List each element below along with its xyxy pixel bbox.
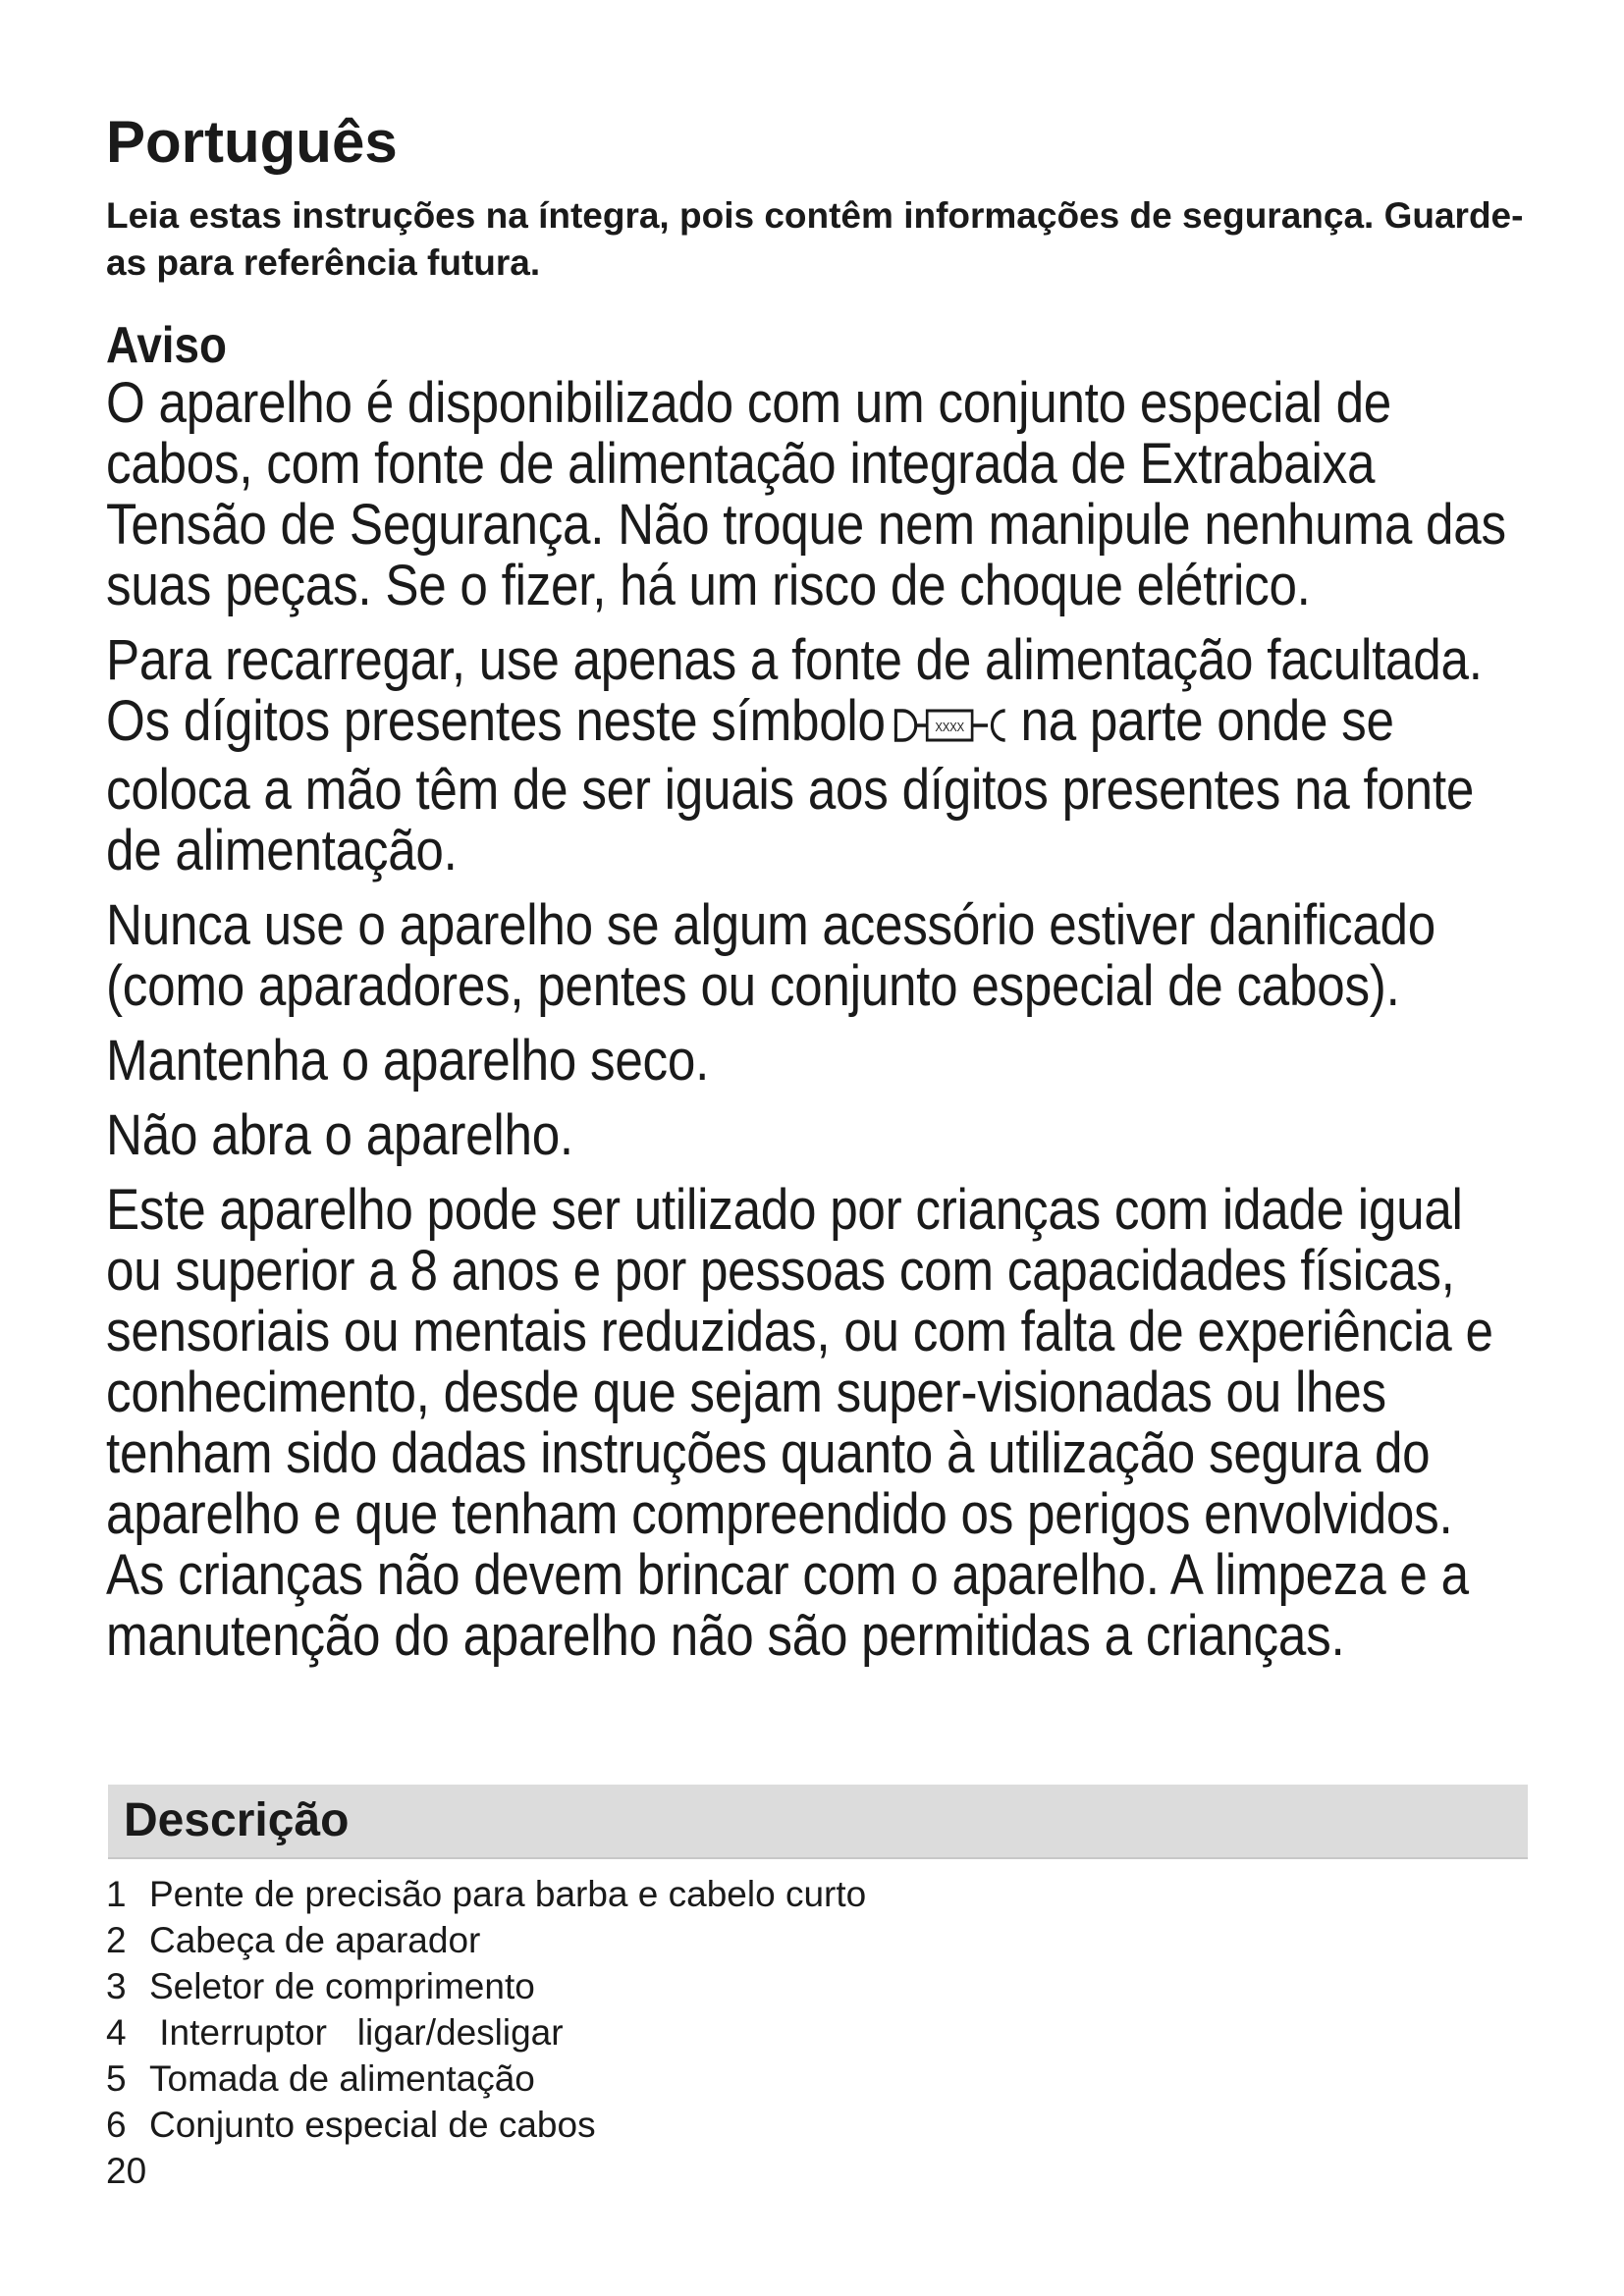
warning-paragraph-2-end: na parte onde se coloca a mão têm de ser iguais aos dígitos presentes na fonte de alimentação. [106,689,1475,882]
item-number: 5 [106,2058,127,2099]
list-item [106,2009,866,2056]
warning-paragraph-1: O aparelho é disponibilizado com um conjunto especial de cabos, com fonte de alimentação integrada de Extrabaixa Tensão de Segurança. Não troque nem manipule nenhuma das suas peças. Se o fizer, há um risco de choque elétrico. [106,371,1506,617]
item-label: Seletor de comprimento [149,1966,535,2006]
description-heading: Descrição [124,1794,350,1846]
list-item [106,2056,866,2102]
item-label: Interruptor ligar/desligar [149,2012,564,2053]
item-number: 6 [106,2105,127,2145]
intro-text: Leia estas instruções na íntegra, pois contêm informações de segurança. Guarde-as para referência futura. [106,195,1524,283]
list-item [106,1963,866,2009]
item-label: Tomada de alimentação [149,2058,535,2099]
parts-list [106,1871,866,2148]
description-section-bar [108,1785,1528,1859]
item-label: Pente de precisão para barba e cabelo curto [149,1874,867,1914]
warning-paragraph-2-start: Para recarregar, use apenas a fonte de alimentação facultada. Os dígitos presentes neste símbolo [106,628,1483,753]
power-supply-symbol-icon [891,699,1013,760]
warning-paragraph-6: Este aparelho pode ser utilizado por crianças com idade igual ou superior a 8 anos e por pessoas com capacidades físicas, sensoriais ou mentais reduzidas, ou com falta de experiência e conhecimento, desde que sejam super-visionadas ou lhes tenham sido dadas instruções quanto à utilização segura do aparelho e que tenham compreendido os perigos envolvidos. As crianças não devem brincar com o aparelho. A limpeza e a manutenção do aparelho não são permitidas a crianças. [106,1178,1493,1668]
list-item [106,2102,866,2148]
warning-body [106,373,1510,1681]
warning-paragraph-2 [106,630,1510,881]
warning-paragraph-5: Não abra o aparelho. [106,1103,573,1167]
item-number: 2 [106,1920,127,1960]
item-label: Cabeça de aparador [149,1920,481,1960]
item-number: 4 [106,2012,127,2053]
warning-heading: Aviso [106,317,227,374]
symbol-code: XXXX [935,720,964,735]
item-number: 3 [106,1966,127,2006]
warning-paragraph-4: Mantenha o aparelho seco. [106,1029,710,1093]
warning-paragraph-3: Nunca use o aparelho se algum acessório estiver danificado (como aparadores, pentes ou conjunto especial de cabos). [106,893,1435,1018]
item-label: Conjunto especial de cabos [149,2105,596,2145]
page-number: 20 [106,2151,147,2191]
item-number: 1 [106,1874,127,1914]
language-heading: Português [106,109,398,175]
list-item [106,1871,866,1917]
list-item [106,1917,866,1963]
